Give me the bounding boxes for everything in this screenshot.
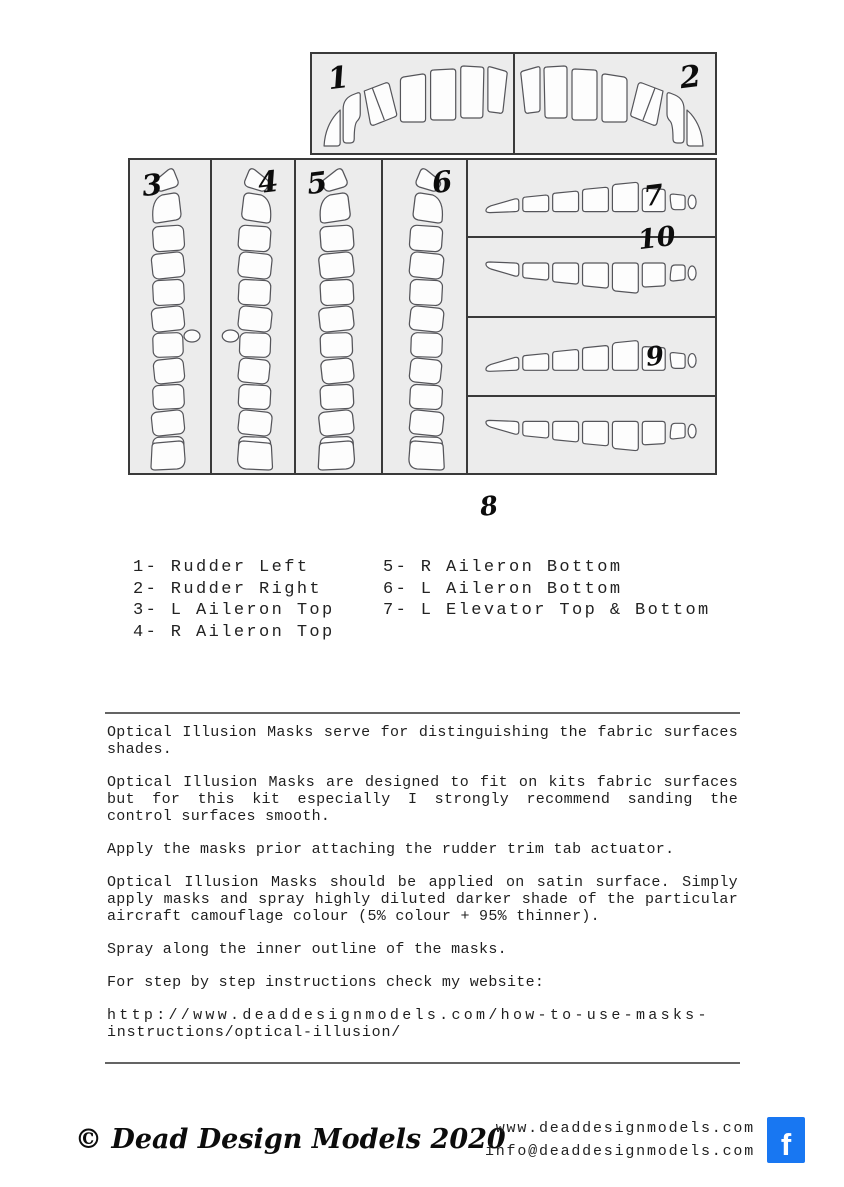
elevator-strip-shapes [468,318,715,395]
legend-right-column [383,557,711,622]
paragraph-6: For step by step instructions check my website: [107,974,545,991]
legend-item-2: 2- Rudder Right [133,579,323,599]
paragraph-5: Spray along the inner outline of the masks. [107,941,507,958]
panel-label-8: 8 [478,491,500,523]
divider-bottom [105,1062,740,1064]
divider-top [105,712,740,714]
website-url[interactable] [107,1007,738,1041]
mask-panel-3-l-aileron-top [128,158,212,475]
aileron-strip-shapes [130,160,210,473]
mask-panel-4-r-aileron-top [210,158,296,475]
legend-item-7: 7- L Elevator Top & Bottom [383,601,711,620]
aileron-strip-shapes [296,160,381,473]
legend-left-column [133,557,335,643]
panel-label-7: 7 [642,177,666,214]
mask-panel-2-rudder-right [513,52,717,155]
legend-item-1: 1- Rudder Left [133,558,310,577]
legend-item-4: 4- R Aileron Top [133,622,335,642]
panel-label-5: 5 [304,164,330,202]
paragraph-1: Optical Illusion Masks serve for distinguishing the fabric surfaces shades. [107,724,738,758]
panel-label-3: 3 [139,166,165,204]
website-address[interactable]: www.deaddesignmodels.com [495,1120,755,1137]
legend-item-3: 3- L Aileron Top [133,601,335,620]
mask-panel-elevator-row-3 [466,316,717,397]
mask-panel-6-l-aileron-bottom [381,158,468,475]
mask-panel-elevator-row-2 [466,220,717,318]
facebook-icon[interactable] [767,1117,805,1163]
elevator-strip-shapes [468,160,715,236]
panel-label-2: 2 [678,58,703,97]
website-url-line-2: instructions/optical-illusion/ [107,1024,402,1041]
panel-label-6: 6 [429,163,454,201]
mask-panel-elevator-row-4 [466,395,717,475]
mask-panel-1-rudder-left [310,52,515,155]
legend-item-6: 6- L Aileron Bottom [383,579,623,599]
panel-label-9: 9 [644,341,666,373]
email-address[interactable]: info@deaddesignmodels.com [484,1143,755,1160]
panel-label-1: 1 [325,59,351,98]
mask-panel-5-r-aileron-bottom [294,158,383,475]
elevator-strip-shapes [468,397,715,473]
aileron-strip-shapes [383,160,466,473]
copyright-text: © Dead Design Models 2020 [75,1124,506,1155]
aileron-strip-shapes [212,160,294,473]
paragraph-3: Apply the masks prior attaching the rudder trim tab actuator. [107,841,675,858]
contact-block [485,1117,755,1163]
legend-item-5: 5- R Aileron Bottom [383,558,623,577]
facebook-f-glyph: f [780,1126,792,1162]
website-url-line-1: http://www.deaddesignmodels.com/how-to-use-masks- [107,1007,710,1024]
paragraph-4: Optical Illusion Masks should be applied on satin surface. Simply apply masks and spray highly diluted darker shade of the particular aircraft camouflage colour (5% colour + 95% thinner). [107,874,738,925]
instructions-text [107,724,738,1041]
elevator-strip-shapes [468,238,715,316]
panel-label-10: 10 [636,220,678,257]
paragraph-2: Optical Illusion Masks are designed to fit on kits fabric surfaces but for this kit especially I strongly recommend sanding the control surfaces smooth. [107,774,738,825]
mask-panel-elevator-row-1 [466,158,717,238]
panel-label-4: 4 [255,163,280,201]
